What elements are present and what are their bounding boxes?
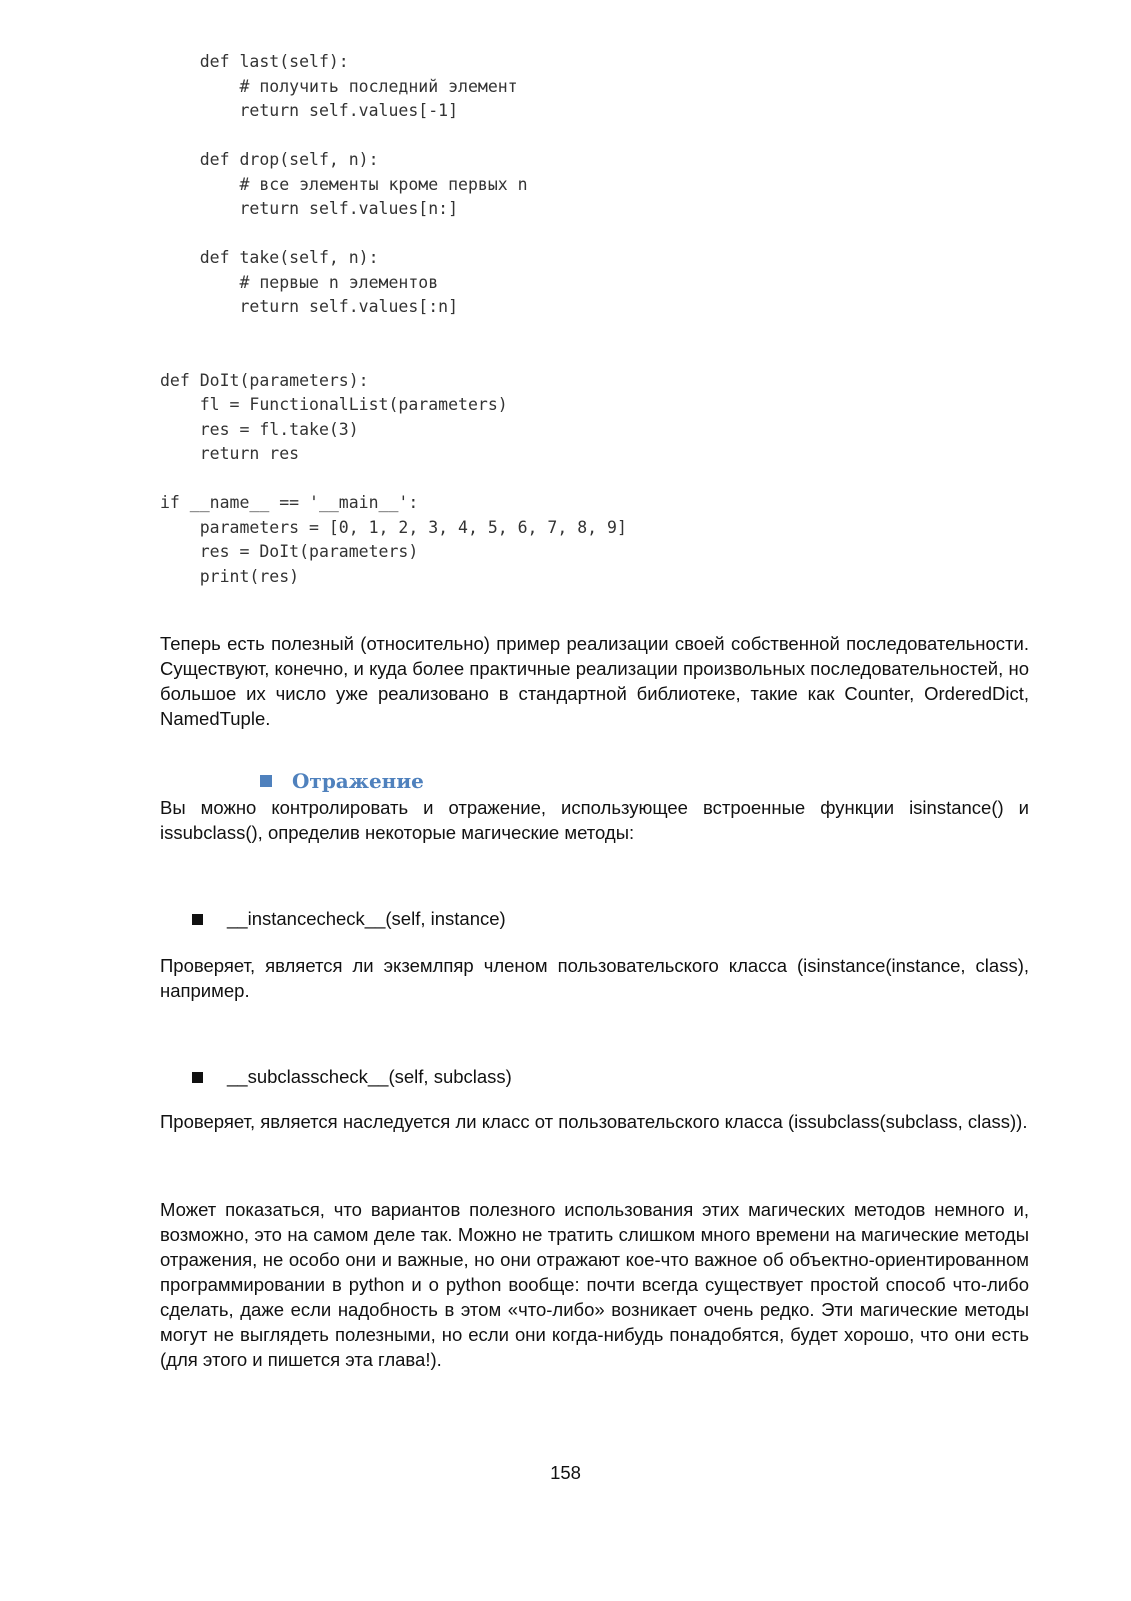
bullet-label: __subclasscheck__(self, subclass): [227, 1066, 512, 1087]
code-line: return res: [160, 444, 300, 463]
conclusion-paragraph: Может показаться, что вариантов полезного использования этих магических методов немного и, возможно, это на самом деле так. Можно не тратить слишком много времени на магические методы отражения, не особо они и важные, но они отражают кое-что важное об объектно-ориентированном программировании в python и о python вообще: почти всегда существует простой способ что-либо сделать, даже если надобность в этом «что-либо» возникает очень редко. Эти магические методы могут не выглядеть полезными, но если они когда-нибудь понадобятся, будет хорошо, что они есть (для этого и пишется эта глава!).: [160, 1199, 1029, 1370]
bullet-item-subclasscheck: [192, 1066, 512, 1088]
code-line: def take(self, n):: [160, 248, 379, 267]
code-line: # получить последний элемент: [160, 76, 518, 96]
code-line: fl = FunctionalList(parameters): [160, 395, 508, 414]
square-bullet-icon: [260, 775, 272, 787]
section-heading: [260, 769, 424, 793]
code-line: [160, 124, 627, 149]
code-line: return self.values[n:]: [160, 199, 459, 218]
code-line: if __name__ == '__main__':: [160, 493, 419, 512]
code-line: def DoIt(parameters):: [160, 370, 369, 390]
subclasscheck-description: Проверяет, является наследуется ли класс от пользовательского класса (issubclass(subclass, class)).: [160, 1111, 1028, 1132]
code-line: [160, 467, 627, 492]
reflection-intro-paragraph: Вы можно контролировать и отражение, использующее встроенные функции isinstance() и issubclass(), определив некоторые магические методы:: [160, 797, 1029, 843]
code-block: [160, 50, 627, 589]
code-line: res = DoIt(parameters): [160, 542, 419, 561]
code-line: [160, 222, 627, 247]
code-line: print(res): [160, 566, 300, 586]
section-heading-text: Отражение: [292, 769, 424, 793]
code-line: parameters = [0, 1, 2, 3, 4, 5, 6, 7, 8, 9]: [160, 517, 627, 537]
code-line: def drop(self, n):: [160, 150, 379, 169]
instancecheck-description: Проверяет, является ли экземлпяр членом пользовательского класса (isinstance(instance, class), например.: [160, 955, 1029, 1001]
square-bullet-icon: [192, 1072, 203, 1083]
bullet-item-instancecheck: [192, 908, 506, 930]
square-bullet-icon: [192, 914, 203, 925]
intro-paragraph: Теперь есть полезный (относительно) пример реализации своей собственной последовательности. Существуют, конечно, и куда более практичные реализации произвольных последовательностей, но большое их число уже реализовано в стандартной библиотеке, такие как Counter, OrderedDict, NamedTuple.: [160, 633, 1029, 729]
code-line: return self.values[-1]: [160, 101, 459, 120]
code-line: res = fl.take(3): [160, 419, 359, 439]
bullet-label: __instancecheck__(self, instance): [227, 908, 506, 929]
page-number: 158: [550, 1462, 581, 1483]
code-line: [160, 320, 627, 345]
code-line: [160, 344, 627, 369]
code-line: # первые n элементов: [160, 272, 439, 292]
code-line: # все элементы кроме первых n: [160, 174, 528, 194]
code-line: return self.values[:n]: [160, 297, 459, 316]
code-line: def last(self):: [160, 52, 349, 71]
